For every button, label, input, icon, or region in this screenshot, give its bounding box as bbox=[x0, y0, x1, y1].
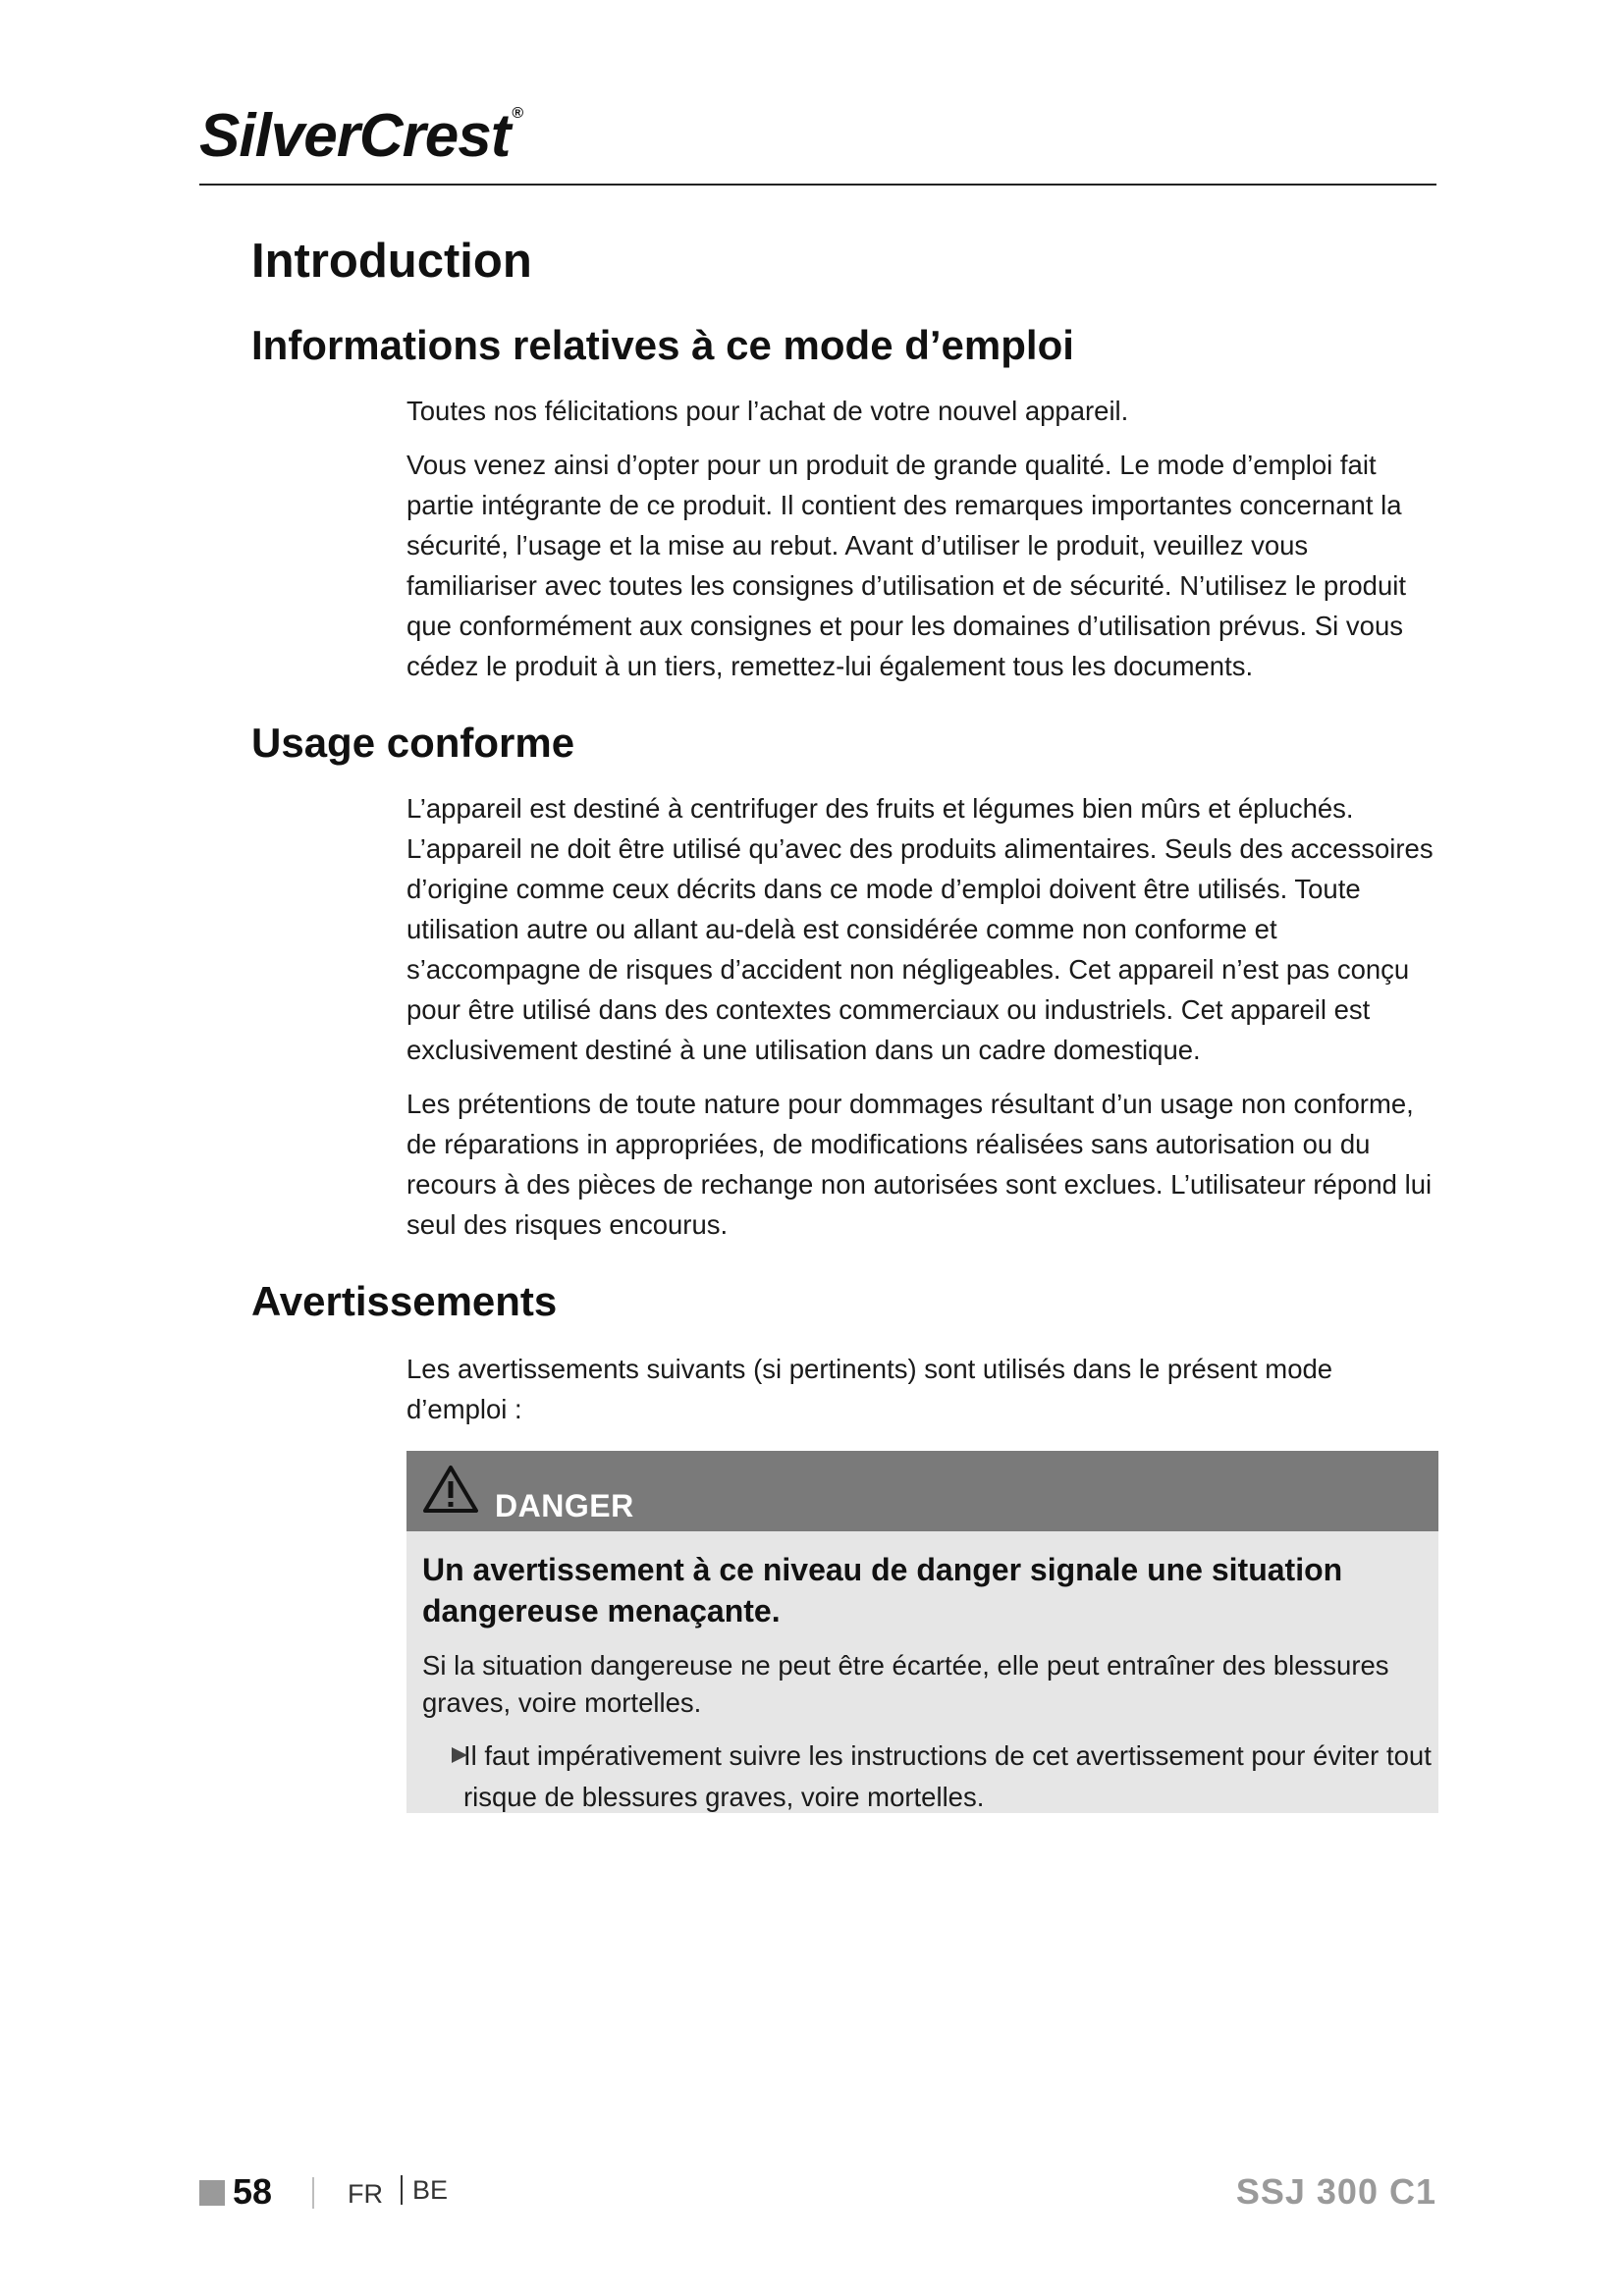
paragraph: Les avertissements suivants (si pertinents) sont utilisés dans le présent mode d’emploi : bbox=[406, 1354, 1333, 1424]
paragraph: L’appareil est destiné à centrifuger des fruits et légumes bien mûrs et épluchés. L’appareil ne doit être utilisé qu’avec des produits alimentaires. Seuls des accessoires d’origine comme ceux décrits dans ce mode d’emploi doivent être utilisés. Toute utilisation autre ou allant au-delà est considérée comme non conforme et s’accompagne de risques d’accident non négligeables. Cet appareil n’est pas conçu pour être utilisé dans des contextes commerciaux ou industriels. Cet appareil est exclusivement destiné à une utilisation dans un cadre domestique. bbox=[406, 793, 1434, 1065]
page-footer bbox=[0, 2171, 1624, 2220]
section-heading-informations: Informations relatives à ce mode d’emploi bbox=[251, 322, 1074, 368]
danger-label: DANGER bbox=[495, 1488, 634, 1523]
paragraph: Vous venez ainsi d’opter pour un produit de grande qualité. Le mode d’emploi fait partie intégrante de ce produit. Il contient des remarques importantes concernant la sécurité, l’usage et la mise au rebut. Avant d’utiliser le produit, veuillez vous familiariser avec toutes les consignes d’utilisation et de sécurité. N’utilisez le produit que conformément aux consignes et pour les domaines d’utilisation prévus. Si vous cédez le produit à un tiers, remettez-lui également tous les documents. bbox=[406, 450, 1406, 681]
danger-warning-box bbox=[406, 1451, 1438, 1813]
paragraph: Toutes nos félicitations pour l’achat de votre nouvel appareil. bbox=[406, 396, 1129, 426]
silvercrest-logo bbox=[199, 102, 523, 170]
warning-triangle-icon bbox=[422, 1465, 479, 1514]
page-title: Introduction bbox=[251, 235, 532, 288]
registered-mark: ® bbox=[512, 105, 523, 122]
logo-text: SilverCrest bbox=[199, 102, 511, 170]
footer-separator bbox=[312, 2177, 314, 2209]
footer-square-marker bbox=[199, 2180, 225, 2206]
paragraph: Les prétentions de toute nature pour dommages résultant d’un usage non conforme, de réparations in appropriées, de modifications réalisées sans autorisation ou du recours à des pièces de rechange non autorisées sont exclues. L’utilisateur répond lui seul des risques encourus. bbox=[406, 1089, 1433, 1240]
footer-separator bbox=[401, 2175, 403, 2205]
section-body-usage-conforme bbox=[406, 788, 1439, 1258]
section-body-informations bbox=[406, 391, 1439, 700]
section-heading-usage-conforme: Usage conforme bbox=[251, 720, 575, 766]
danger-instruction-text: Il faut impérativement suivre les instructions de cet avertissement pour éviter tout risque de blessures graves, voire mortelles. bbox=[463, 1740, 1432, 1812]
page-number: 58 bbox=[233, 2171, 273, 2212]
model-number: SSJ 300 C1 bbox=[1235, 2171, 1436, 2212]
language-code-fr: FR bbox=[348, 2179, 383, 2209]
danger-instruction bbox=[406, 1722, 1438, 1818]
header-divider bbox=[199, 184, 1436, 186]
section-body-avertissements bbox=[406, 1349, 1439, 1443]
language-code-be: BE bbox=[412, 2175, 449, 2205]
danger-text: Si la situation dangereuse ne peut être écartée, elle peut entraîner des blessures graves, voire mortelles. bbox=[422, 1650, 1389, 1718]
danger-title: Un avertissement à ce niveau de danger signale une situation dangereuse menaçante. bbox=[422, 1552, 1343, 1629]
section-heading-avertissements: Avertissements bbox=[251, 1278, 558, 1324]
bullet-arrow-icon bbox=[452, 1747, 467, 1763]
danger-header bbox=[406, 1451, 1438, 1531]
